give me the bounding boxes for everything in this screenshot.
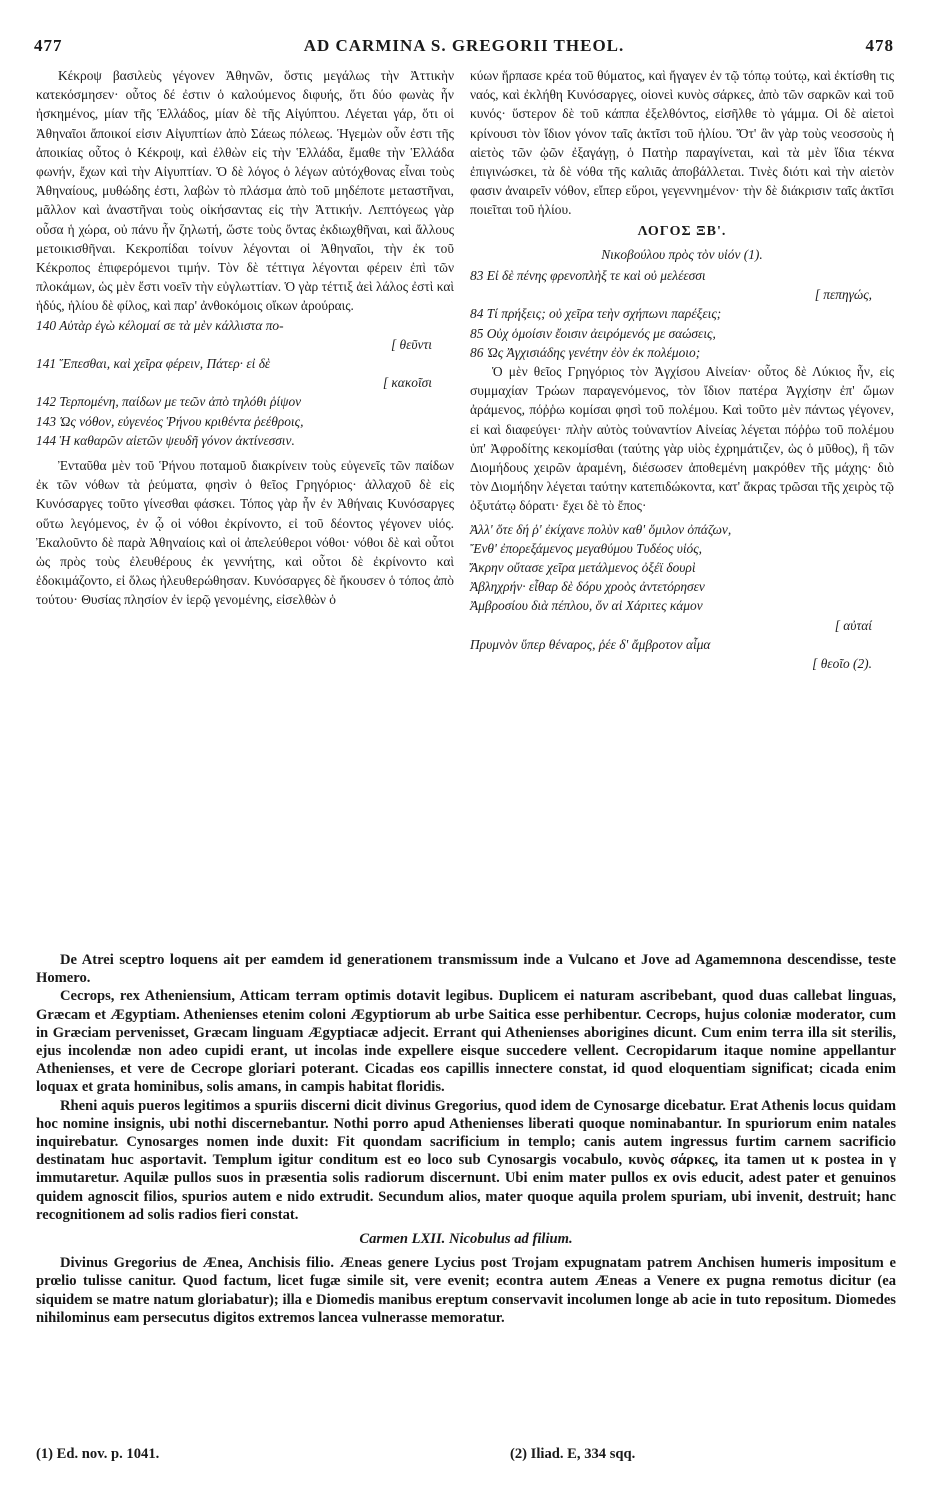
verse-line: 84 Τί πρήξεις; οὐ χεῖρα τεὴν σχήπωνι παρέξεις;: [470, 306, 722, 322]
left-column: [36, 66, 454, 610]
latin-paragraph: Cecrops, rex Atheniensium, Atticam terram optimis dotavit legibus. Duplicem ei naturam ascribebant, quod duas callebat linguas, Græcam et Ægyptiam. Athenienses etenim coloni Ægyptiorum ab urbe Saitica esse perhibentur. Cecrops, hujus coloniæ moderator, cum in Græciam pervenisset, Græcam linguam Ægyptiacæ adjecit. Errant qui Athenienses aborigines dicunt. Cum enim terra illa sit sterilis, ejus incolendæ non adeo cupidi erant, ut incolas inde expellere eisque succedere vellent. Cecropidarum itaque nomine appellantur Athenienses, et vere de Cecrope gloriari poterant. Cicadas eos capillis innectere constat, id quod eloquentiam significat; cicada enim loquax et grata hominibus, solis amans, in campis habitat floridis.: [36, 988, 896, 1096]
verse-line: 83 Εἰ δὲ πένης φρενοπλὴξ τε καὶ οὐ μελέεσσι: [470, 268, 706, 284]
greek-scholion-cecrops: Κέκροψ βασιλεὺς γέγονεν Ἀθηνῶν, ὅστις μεγάλως τὴν Ἀττικὴν κατεκόσμησεν· οὗτος δέ ἐστιν ὁ καλούμενος διφυής, ὅτι δύο φωνὰς ἦν ἠσκημένος, μίαν τῆς Ἑλλάδος, μίαν δὲ τῆς Αἰγύπτου. Λέγεται γάρ, ὅτι οἱ Ἀθηναῖοι ἄποικοί εἰσιν Αἰγυπτίων ἀπὸ Σάεως πόλεως. Ἡγεμὼν οὖν ἐστι τῆς ἀποικίας οὗτος ὁ Κέκροψ, καὶ ἐλθὼν εἰς τὴν Ἑλλάδα, ἔμαθε τὴν Ἑλλάδα φωνήν, ἔχων καὶ τὴν Αἰγυπτίαν. Ὁ δὲ λόγος ὁ λέγων αὐτόχθονας εἶναι τοὺς Ἀθηναίους, μυθώδης ἐστι, λαβὼν τὸ πλάσμα ἀπὸ τοῦ μηδέποτε μεταστῆναι, μᾶλλον καὶ ἀναστῆναι τοὺς οἰκήσαντας εἰς τὴν Ἀττικήν. Λεπτόγεως γὰρ οὖσα ἡ χώρα, οὐ πάνυ ἦν ζηλωτή, ὥστε τοὺς ὄντας ἐκδιωχθῆναι, καὶ ἄλλους μετοικισθῆναι. Κεκροπίδαι τοίνυν λέγονται οἱ Ἀθηναῖοι, τὴν ἐκ τοῦ Κέκροπος ἐπιφερόμενοι τιμήν. Τὸν δὲ τέττιγα λέγονται φέρειν ἐπὶ τῶν πλοκάμων, ὡς μὲν ἔστι νοεῖν τὴν εὐγλωττίαν. Ὁ γὰρ τέττιξ ἀεὶ λάλος ἐστὶ καὶ ἡδύς, ἡλίου δὲ φίλος, καὶ παρ' ἀνθοκόμοις οἴκων ἀρούραις.: [36, 68, 454, 314]
carmen-title: Carmen LXII. Nicobulus ad filium.: [359, 1231, 573, 1248]
verse-line: 86 Ὡς Ἀγχισιάδης γενέτην ἐὸν ἐκ πολέμοιο;: [470, 344, 701, 360]
footnote-2: (2) Iliad. E, 334 sqq.: [510, 1446, 636, 1462]
quote-line: Ἄκρην οὔτασε χεῖρα μετάλμενος ὀξέϊ δουρὶ: [470, 560, 696, 576]
verse-block-140-144: [36, 316, 454, 450]
verse-line: 143 Ὡς νόθον, εὐγενέος Ῥήνου κριθέντα ῥεέθροις,: [36, 413, 304, 429]
homer-quote: [470, 520, 894, 674]
quote-line: Πρυμνὸν ὕπερ θέναρος, ῥέε δ' ἄμβροτον αἷμα: [470, 636, 711, 652]
page-number-left: 477: [34, 36, 63, 55]
verse-line: 141 Ἕπεσθαι, καὶ χεῖρα φέρειν, Πάτερ· εἰ δὲ: [36, 356, 271, 372]
verse-line: 142 Τερπομένη, παίδων με τεῶν ἀπὸ τηλόθι ῥίψον: [36, 394, 302, 410]
section-title: ΛΟΓΟΣ ΞΒ'.: [637, 223, 727, 239]
quote-line: Ἔνθ' ἐπορεξάμενος μεγαθύμου Τυδέος υἱός,: [470, 540, 703, 556]
verse-line: 85 Οὐχ ὁμοίσιν ἔοισιν ἀειρόμενός με σαώσεις,: [470, 325, 716, 341]
verse-continuation: [ πεπηγώς,: [814, 287, 872, 303]
verse-line: 140 Αὐτὰρ ἐγὼ κέλομαί σε τὰ μὲν κάλλιστα πο-: [36, 317, 284, 333]
running-head-title: AD CARMINA S. GREGORII THEOL.: [303, 36, 625, 55]
quote-line: Ἀλλ' ὅτε δή ῥ' ἐκίχανε πολὺν καθ' ὅμιλον ὀπάζων,: [470, 521, 732, 537]
verse-continuation: [ κακοῖσι: [382, 375, 432, 391]
running-header: [34, 36, 894, 58]
page-number-right: 478: [865, 36, 894, 55]
greek-scholion-continued: κύων ἥρπασε κρέα τοῦ θύματος, καὶ ἤγαγεν ἐν τῷ τόπῳ τούτῳ, καὶ ἐκτίσθη τις ναός, καὶ ἐκλήθη Κυνόσαργες, οἱονεὶ κυνὸς σάρκες, ἀπὸ τῶν σαρκῶν καὶ τοῦ κυνός· ὕστερον δὲ τοῦ κάππα ἐξελθόντος, εἰσῆλθε τὸ γάμμα. Οἱ δὲ αἰετοὶ κρίνουσι τὸν ἴδιον γόνον ταῖς ἀκτῖσι τοῦ ἡλίου. Ὅτ' ἂν γὰρ τοὺς νεοσσοὺς ἡ αἰετὸς τῶν ᾠῶν ἐξαγάγῃ, ὁ Πατὴρ παραγίνεται, καὶ τὰ μὲν ἴδια τέκνα ἐπιγινώσκει, τὰ δὲ νόθα τῆς καλιᾶς ἀποβάλλεται. Τινὲς διότι καὶ τὴν αἰετὸν φασιν ἀναιρεῖν νόθον, εἴπερ εὕροι, γεγεννημένον· τὴν δὲ διάκρισιν ταῖς ἀκτῖσι ποιεῖται τοῦ ἡλίου.: [470, 68, 894, 218]
section-subtitle: Νικοβούλου πρὸς τὸν υἱόν (1).: [601, 246, 763, 262]
quote-continuation: [ θεοῖο (2).: [812, 656, 872, 672]
latin-paragraph: De Atrei sceptro loquens ait per eamdem id generationem transmissum inde a Vulcano et Jove ad Agamemnona descendisse, teste Homero.: [36, 952, 896, 987]
latin-paragraph: Rheni aquis pueros legitimos a spuriis discerni dicit divinus Gregorius, quod idem de Cynosarge dicebatur. Erat Athenis locus quidam hoc nomine insignis, ubi nothi discernebantur. Nothi porro apud Athenienses liberati quoque nominabantur. In spuriorum enim natales inquirebatur. Cynosarges nomen inde duxit: Fit quondam sacrificium in templo; canis autem ingressus furtim carnem sacrificio destinatam huc asportavit. Templum igitur conditum est eo loco sub Cynosargis vocabulo, κυνὸς σάρκες, ita tamen ut κ postea in γ immutaretur. Aquilæ pullos suos in præsentia solis radiorum discernunt. Ubi enim mater pullos ex ovis educit, adest pater et genuinos quidem agnoscit filios, spurios autem e nido extrudit. Secundum alios, mater quoque aquila prolem spuriam, ubi invenit, destruit; hanc recognitionem ad solis radios fieri constat.: [36, 1097, 896, 1223]
quote-line: Ἀμβροσίου διὰ πέπλου, ὅν αἱ Χάριτες κάμον: [470, 598, 703, 614]
right-column: [470, 66, 894, 673]
greek-scholion-aeneas: Ὁ μὲν θεῖος Γρηγόριος τὸν Ἀγχίσου Αἰνείαν· οὗτος δὲ Λύκιος ἦν, εἰς συμμαχίαν Τρώων παραγενόμενος, τὸν ἴδιον πατέρα Ἀγχίσην ἐπ' ὤμων ἀράμενος, πόῤῥω κομίσαι φησὶ τοῦ πολέμου. Καὶ τοῦτο μὲν πάντως γέγονεν, εἰ καὶ διαφεύγει· πλὴν αὐτὸς τοὐναντίον Αἰνείας λέγεται πόῤῥω τοῦ πολέμου ὑπ' Ἀφροδίτης κεκομίσθαι (ταύτης γὰρ υἱὸς ἐχρημάτιζεν, ὡς ὁ μῦθος), ἢ τῶν Διομήδους χειρῶν ἁραμένη, διέσωσεν ἀποθεμένη μακρόθεν τῆς μάχης· διὸ τὸν Διομήδην λέγεται ταύτην κατεπιδώκοντα, κατ' ἄκρας τρῶσαι τῆς χειρὸς τῷ ὀξυτάτῳ δόρατι· ἔχει δὲ τὸ ἔπος·: [470, 364, 894, 514]
verse-block-83-86: [470, 266, 894, 362]
quote-continuation: [ αὐταί: [834, 617, 872, 633]
verse-continuation: [ θεῦντι: [390, 336, 432, 352]
footnotes: [36, 1446, 896, 1466]
latin-translation: [36, 951, 896, 1327]
quote-line: Ἀβληχρήν· εἶθαρ δὲ δόρυ χροὸς ἀντετόρησεν: [470, 579, 705, 595]
latin-paragraph: Divinus Gregorius de Ænea, Anchisis filio. Æneas genere Lycius post Trojam expugnatam patrem Anchisen humeris impositum e prœlio tulisse canitur. Quod factum, licet fugæ simile sit, vere evenit; econtra autem Æneas a Venere ex pugna remotus dicitur (ea siquidem se matre natum gloriabatur); illa e Diomedis manibus ereptum conservavit incolumen longe ab acie in tuto repositum. Diomedes nihilominus eam persecutus digitos extremos lancea vulnerasse memoratur.: [36, 1255, 896, 1326]
greek-scholion-rhine: Ἐνταῦθα μὲν τοῦ Ῥήνου ποταμοῦ διακρίνειν τοὺς εὐγενεῖς τῶν παίδων ἐκ τῶν νόθων τὰ ῥεύματα, φησὶν ὁ θεῖος Γρηγόριος· ἀλλαχοῦ δὲ εἰς Κυνόσαργες τοῦτο γίνεσθαι φάσκει. Τόπος γὰρ ἦν ἐν Ἀθήναις Κυνόσαργες οὕτω λεγόμενος, ἐν ᾧ οἱ νόθοι ἐκρίνοντο, εἰ τοῦ δέοντος γέγονεν υἱός. Ἐκαλοῦντο δὲ παρὰ Ἀθηναίοις καὶ οἱ ἀπελεύθεροι νόθοι· νόθοι δὲ καὶ οὗτοι ὡς πρὸς τοὺς ἐλευθέρους ἐκ γεννήτης, καὶ οὗτοι δὲ ἐκρίνοντο καὶ ἐδοκιμάζοντο, εἰ ὅλως ἠλευθερώθησαν. Κυνόσαργες δὲ ἤκουσεν ὁ τόπος ἀπὸ τούτου· Θυσίας πλησίον ἐν ἱερῷ γενομένης, εἰσελθὼν ὁ: [36, 458, 454, 608]
footnote-1: (1) Ed. nov. p. 1041.: [36, 1446, 160, 1462]
verse-line: 144 Ἡ καθαρῶν αἰετῶν ψευδῆ γόνον ἀκτίνεσσιν.: [36, 432, 295, 448]
